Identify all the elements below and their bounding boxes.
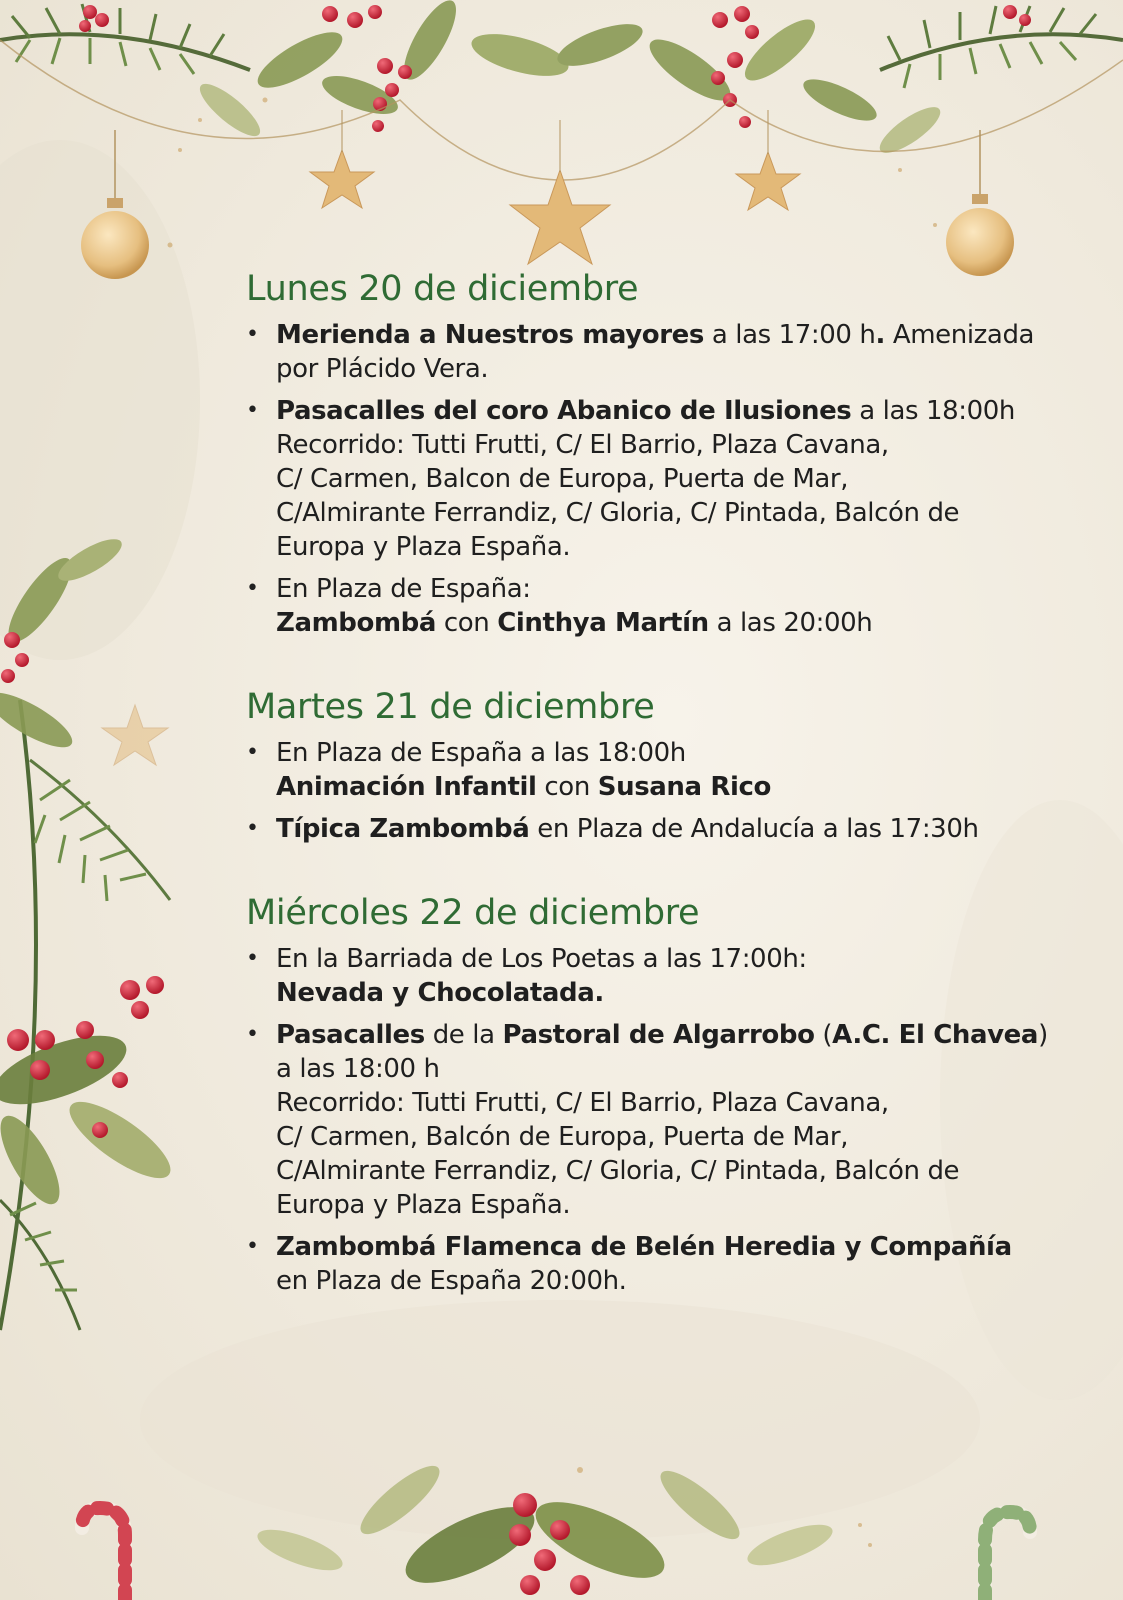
event-line — [276, 812, 1076, 846]
event-performer: Susana Rico — [597, 772, 771, 802]
event-text: a las 17:00 h — [704, 320, 876, 350]
event-text: . — [875, 320, 885, 350]
event-title: Merienda a Nuestros mayores — [276, 320, 704, 350]
event-line: Recorrido: Tutti Frutti, C/ El Barrio, Plaza Cavana, — [276, 1088, 889, 1118]
list-item — [246, 318, 1076, 386]
list-item — [246, 1230, 1076, 1298]
event-line: C/Almirante Ferrandiz, C/ Gloria, C/ Pintada, Balcón de — [276, 1156, 960, 1186]
list-item — [246, 736, 1076, 804]
day-heading: Lunes 20 de diciembre — [246, 269, 639, 309]
event-line — [276, 606, 1076, 640]
event-line: C/ Carmen, Balcon de Europa, Puerta de Mar, — [276, 464, 849, 494]
event-title: • Zambombá Flamenca de Belén Heredia y Compañía — [276, 1232, 1012, 1262]
event-list — [246, 736, 1076, 846]
event-list — [246, 318, 1076, 640]
event-text: a las 18:00h — [851, 396, 1016, 426]
event-line — [276, 1018, 1076, 1052]
schedule-content — [246, 268, 1076, 1344]
event-text: en Plaza de Andalucía a las 17:30h — [529, 814, 979, 844]
event-organizer: A.C. El Chavea — [832, 1020, 1039, 1050]
event-list — [246, 942, 1076, 1298]
event-organizer: Pastoral de Algarrobo — [502, 1020, 815, 1050]
event-title: Animación Infantil — [276, 772, 537, 802]
list-item — [246, 1018, 1076, 1222]
event-line: Europa y Plaza España. — [276, 532, 571, 562]
day-section-martes — [246, 686, 1076, 846]
event-title: Pasacalles — [276, 1020, 425, 1050]
event-text: a las 20:00h — [708, 608, 873, 638]
day-heading: Martes 21 de diciembre — [246, 687, 655, 727]
event-performer: Cinthya Martín — [497, 608, 709, 638]
event-text: con — [536, 772, 598, 802]
event-line: • En Plaza de España a las 18:00h — [276, 738, 686, 768]
event-line: en Plaza de España 20:00h. — [276, 1266, 627, 1296]
event-line — [276, 318, 1076, 352]
list-item — [246, 572, 1076, 640]
day-heading: Miércoles 22 de diciembre — [246, 893, 700, 933]
day-section-miercoles — [246, 892, 1076, 1298]
pine-branch-icon — [0, 4, 1123, 88]
event-line — [276, 770, 1076, 804]
holly-leaf-icon — [193, 0, 946, 160]
list-item — [246, 942, 1076, 1010]
event-text: Amenizada — [884, 320, 1035, 350]
event-line: por Plácido Vera. — [276, 354, 489, 384]
event-line: C/ Carmen, Balcón de Europa, Puerta de Mar, — [276, 1122, 849, 1152]
event-title: Pasacalles del coro Abanico de Ilusiones — [276, 396, 852, 426]
event-title: Zambombá — [276, 608, 437, 638]
event-title: Nevada y Chocolatada. — [276, 978, 604, 1008]
list-item — [246, 394, 1076, 564]
day-section-lunes — [246, 268, 1076, 640]
list-item — [246, 812, 1076, 846]
event-title: Típica Zambombá — [276, 814, 530, 844]
event-text: con — [436, 608, 498, 638]
event-text: de la — [424, 1020, 503, 1050]
event-line: Recorrido: Tutti Frutti, C/ El Barrio, Plaza Cavana, — [276, 430, 889, 460]
event-line — [276, 394, 1076, 428]
event-line: C/Almirante Ferrandiz, C/ Gloria, C/ Pintada, Balcón de — [276, 498, 960, 528]
event-line: • En la Barriada de Los Poetas a las 17:00h: — [276, 944, 807, 974]
event-line: Europa y Plaza España. — [276, 1190, 571, 1220]
event-line: a las 18:00 h — [276, 1054, 440, 1084]
event-line: • En Plaza de España: — [276, 574, 531, 604]
event-text: ( — [814, 1020, 833, 1050]
event-text: ) — [1038, 1020, 1048, 1050]
